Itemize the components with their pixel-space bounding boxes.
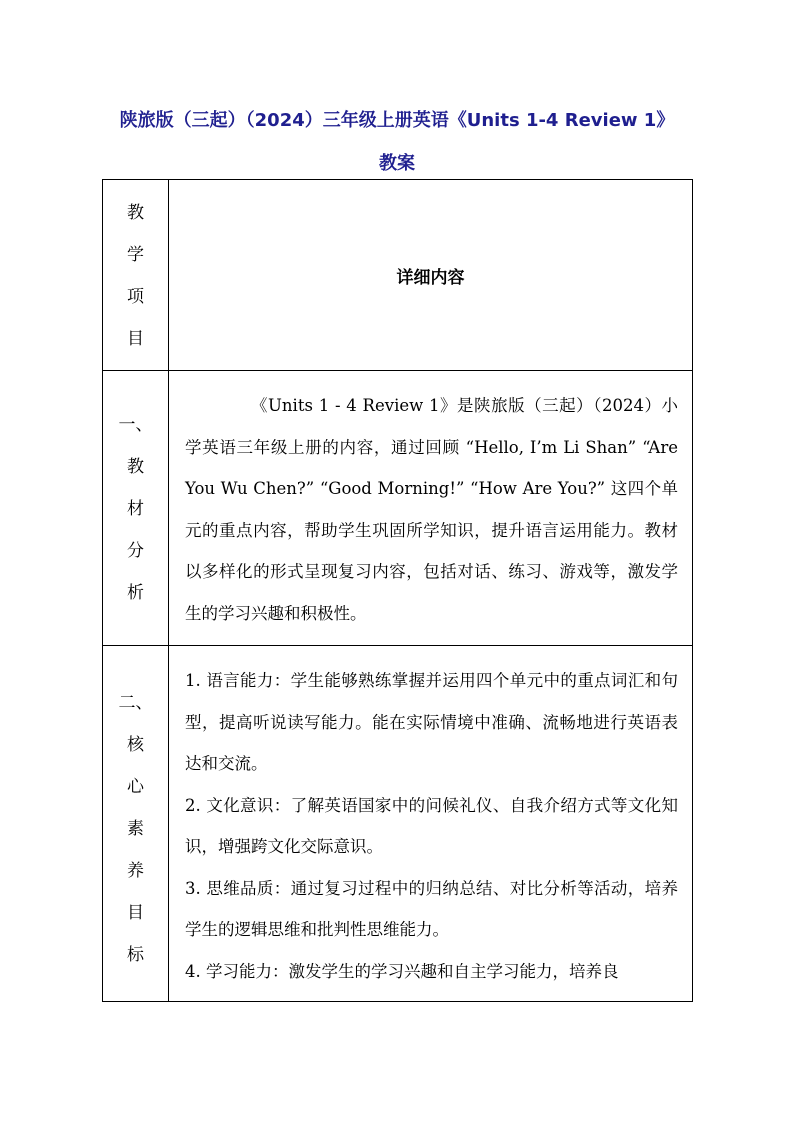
goal-item: 3. 思维品质：通过复习过程中的归纳总结、对比分析等活动，培养学生的逻辑思维和批判性思维能力。 (185, 878, 678, 939)
goal-item: 2. 文化意识：了解英语国家中的问候礼仪、自我介绍方式等文化知识，增强跨文化交际意识。 (185, 795, 678, 856)
goals-label-cell (103, 646, 169, 1002)
analysis-label-cell (103, 371, 169, 646)
goals-label-char: 心 (127, 777, 144, 797)
header-label (103, 180, 168, 360)
goals-content-cell (169, 646, 693, 1002)
header-label-char: 项 (127, 287, 144, 307)
goal-item: 4. 学习能力：激发学生的学习兴趣和自主学习能力，培养良 (185, 961, 619, 981)
analysis-row (103, 371, 693, 646)
header-label-char: 教 (127, 203, 144, 223)
table-header-row (103, 180, 693, 371)
goals-label-char: 标 (127, 945, 144, 965)
header-label-char: 目 (127, 329, 144, 349)
document-title: 陕旅版（三起）（2024）三年级上册英语《Units 1-4 Review 1》 (119, 110, 675, 131)
analysis-label-char: 教 (127, 457, 144, 477)
header-label-cell (103, 180, 169, 371)
goals-label-char: 素 (127, 819, 144, 839)
header-content-label: 详细内容 (396, 268, 465, 288)
lesson-plan-table (102, 179, 693, 1002)
analysis-label-char: 分 (127, 541, 144, 561)
analysis-text: 《Units 1 - 4 Review 1》是陕旅版（三起）（2024）小学英语三年级上册的内容，通过回顾 “Hello, I’m Li Shan” “Are You Wu Chen?” “Good Morning!” “How Are You?” 这四个单元的重点内容，帮助学生巩固所学知识，提升语言运用能力。教材以多样化的形式呈现复习内容，包括对话、练习、游戏等，激发学生的学习兴趣和积极性。 (185, 396, 678, 623)
analysis-label-char: 析 (127, 583, 144, 603)
analysis-label (103, 371, 168, 614)
header-label-char: 学 (127, 245, 144, 265)
analysis-label-char: 材 (127, 499, 144, 519)
goals-label-char: 目 (127, 903, 144, 923)
goal-item: 1. 语言能力：学生能够熟练掌握并运用四个单元中的重点词汇和句型，提高听说读写能力。能在实际情境中准确、流畅地进行英语表达和交流。 (185, 671, 678, 773)
goals-label-char: 养 (127, 861, 144, 881)
goals-list (169, 646, 692, 992)
goals-label-char: 核 (127, 735, 144, 755)
goals-label-char: 二、 (118, 693, 153, 713)
analysis-label-char: 一、 (118, 415, 153, 435)
document-title-suffix: 教案 (379, 153, 415, 174)
goals-row (103, 646, 693, 1002)
analysis-content-cell (169, 371, 693, 646)
header-content-cell (169, 180, 693, 371)
goals-label (103, 646, 168, 976)
